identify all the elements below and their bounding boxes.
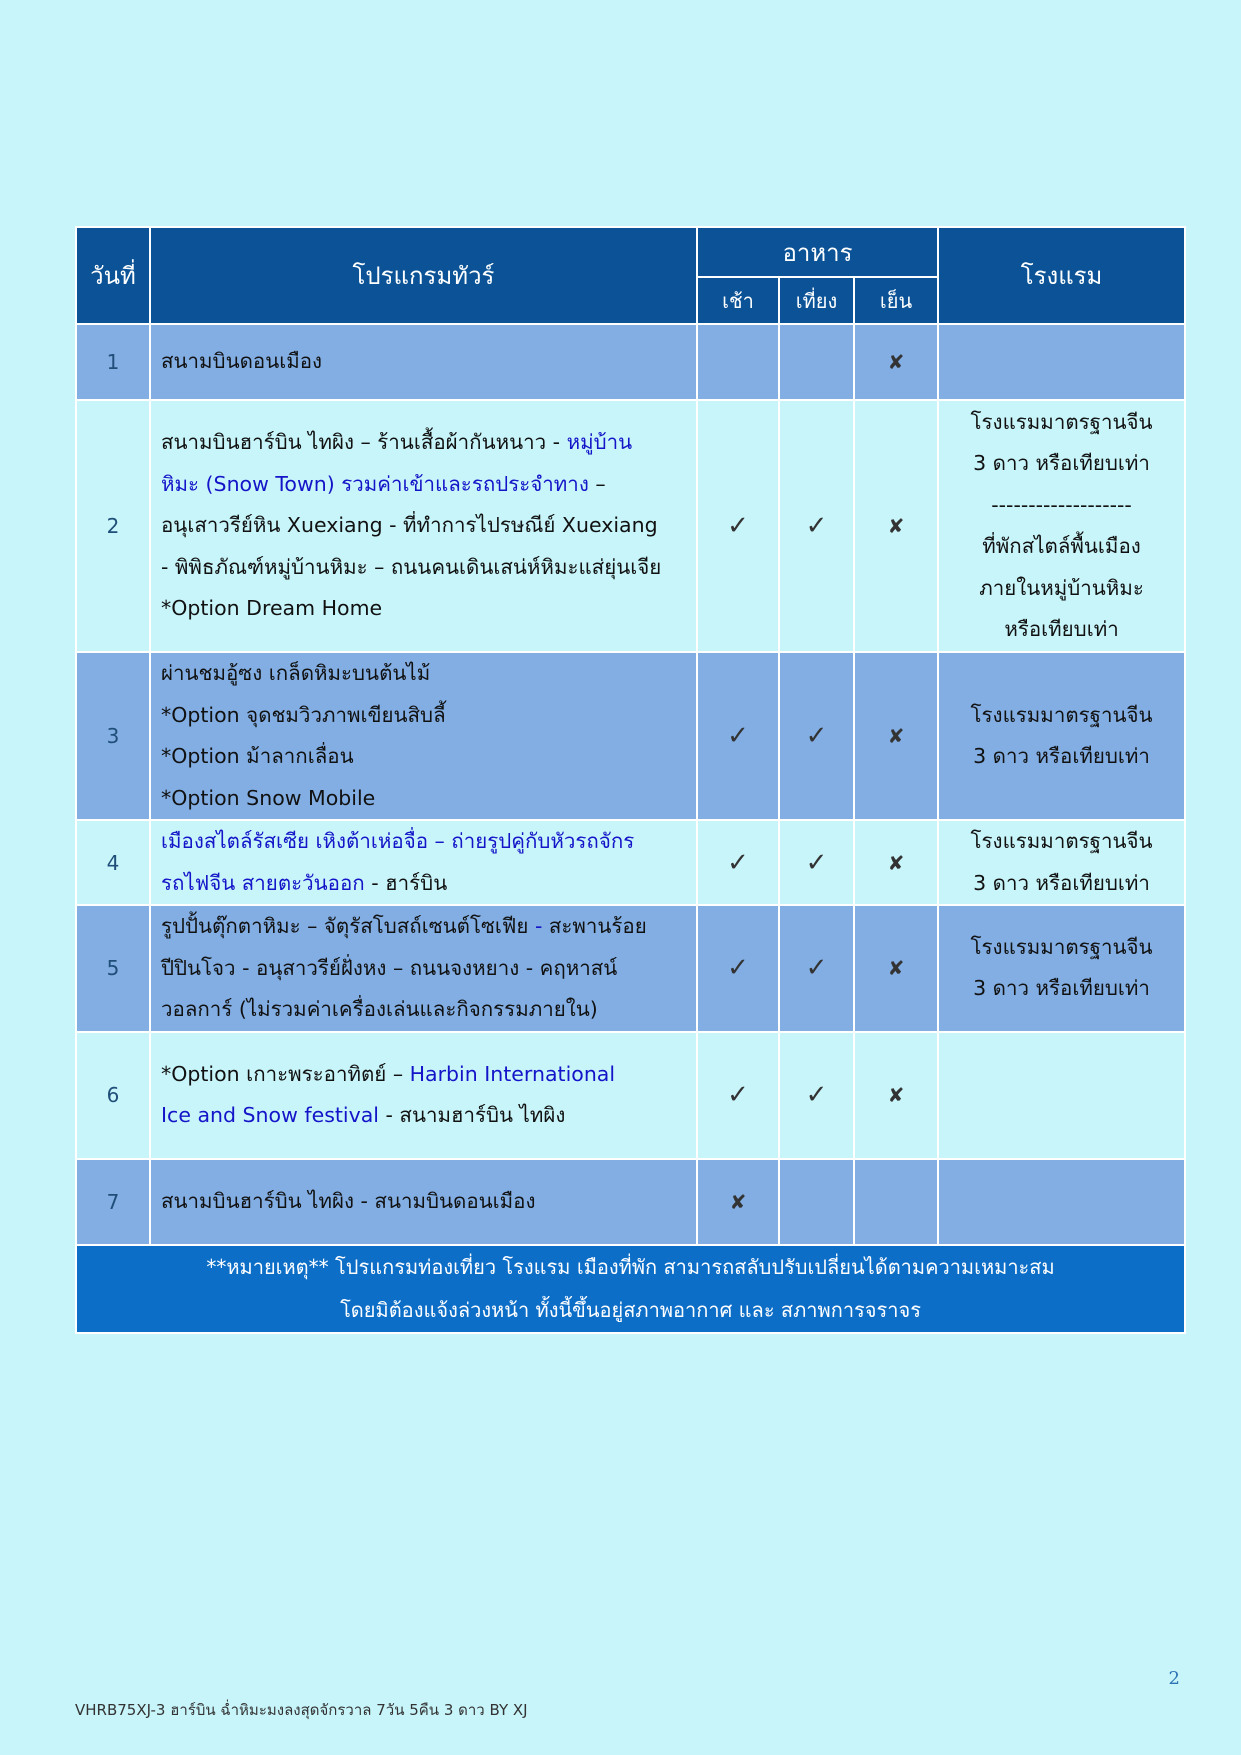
hotel-line: โรงแรมมาตรฐานจีน: [970, 829, 1153, 853]
highlighted-text: Ice and Snow festival: [161, 1103, 379, 1127]
hotel-line: 3 ดาว หรือเทียบเท่า: [973, 870, 1150, 895]
hotel-cell: [938, 324, 1185, 400]
hotel-cell: [938, 400, 1185, 652]
hotel-cell: [938, 1032, 1185, 1159]
program-text: *Option Dream Home: [161, 596, 383, 621]
program-line: [161, 341, 686, 383]
day-cell: 3: [76, 652, 150, 820]
dinner-cross-icon: ✘: [854, 820, 938, 905]
hotel-line: โรงแรมมาตรฐานจีน: [970, 934, 1153, 959]
table-row: [76, 400, 1185, 652]
program-line: [161, 821, 686, 863]
program-cell: [150, 820, 697, 905]
program-cell: [150, 652, 697, 820]
remark-line: **หมายเหตุ** โปรแกรมท่องเที่ยว โรงแรม เมืองที่พัก สามารถสลับปรับเปลี่ยนได้ตามความเหมาะสม: [206, 1254, 1055, 1279]
hotel-line: หรือเทียบเท่า: [1004, 617, 1119, 641]
program-text: ปีปินโจว - อนุสาวรีย์ฝั่งหง – ถนนจงหยาง - คฤหาสน์: [161, 955, 618, 980]
program-line: [161, 1054, 686, 1096]
hotel-line: 3 ดาว หรือเทียบเท่า: [973, 744, 1150, 768]
footer-text: VHRB75XJ-3 ฮาร์บิน ฉ่ำหิมะมงลงสุดจักรวาล 7วัน 5คืน 3 ดาว BY XJ: [75, 1701, 528, 1719]
highlighted-text: Harbin International: [409, 1061, 616, 1086]
program-line: [161, 653, 686, 695]
program-text: สนามบินฮาร์บิน ไทผิง - สนามบินดอนเมือง: [161, 1188, 536, 1213]
lunch-check-icon: ✓: [779, 1032, 854, 1159]
program-line: [161, 948, 686, 990]
dinner-cell: [854, 1159, 938, 1245]
hotel-line: โรงแรมมาตรฐานจีน: [970, 409, 1153, 434]
lunch-check-icon: ✓: [779, 400, 854, 652]
hotel-cell: [938, 905, 1185, 1032]
day-cell: 7: [76, 1159, 150, 1245]
remark-note: [76, 1245, 1185, 1333]
highlighted-text: หิมะ (Snow Town) รวมค่าเข้าและรถประจำทาง: [161, 471, 589, 496]
dinner-cross-icon: ✘: [854, 1032, 938, 1159]
breakfast-cell: [697, 324, 779, 400]
table-body: [76, 324, 1185, 1245]
program-text: อนุเสาวรีย์หิน Xuexiang - ที่ทำการไปรษณีย์ Xuexiang: [161, 513, 658, 538]
hotel-line: ที่พักสไตล์พื้นเมือง: [982, 534, 1141, 558]
program-text: รูปปั้นตุ๊กตาหิมะ – จัตุรัสโบสถ์เซนต์โซเฟีย: [161, 914, 535, 938]
breakfast-check-icon: ✓: [697, 1032, 779, 1159]
program-line: [161, 1095, 686, 1137]
highlighted-text: -: [534, 914, 543, 938]
program-text: สนามบินดอนเมือง: [161, 349, 323, 374]
program-line: [161, 695, 686, 737]
table-header: [76, 227, 1185, 324]
hotel-cell: [938, 1159, 1185, 1245]
program-line: [161, 778, 686, 820]
program-cell: [150, 324, 697, 400]
program-text: *Option จุดชมวิวภาพเขียนสิบลี้: [161, 702, 446, 727]
hotel-cell: [938, 652, 1185, 820]
dinner-cross-icon: ✘: [854, 905, 938, 1032]
lunch-check-icon: ✓: [779, 820, 854, 905]
hotel-line: -------------------: [991, 492, 1132, 517]
program-text: สะพานร้อย: [542, 914, 647, 938]
dinner-cross-icon: ✘: [854, 652, 938, 820]
remark-line: โดยมิต้องแจ้งล่วงหน้า ทั้งนี้ขึ้นอยู่สภาพอากาศ และ สภาพการจราจร: [340, 1297, 921, 1322]
program-line: [161, 989, 686, 1031]
lunch-cell: [779, 324, 854, 400]
table-row: [76, 652, 1185, 820]
header-hotel: โรงแรม: [938, 227, 1185, 324]
lunch-cell: [779, 1159, 854, 1245]
program-text: - พิพิธภัณฑ์หมู่บ้านหิมะ – ถนนคนเดินเสน่ห์หิมะแส่ยุ่นเจีย: [161, 554, 662, 579]
program-line: [161, 863, 686, 905]
program-text: - สนามฮาร์บิน ไทผิง: [379, 1103, 566, 1127]
remark-row: [76, 1245, 1185, 1333]
highlighted-text: เมืองสไตล์รัสเซีย เหิงต้าเห่อจื่อ – ถ่ายรูปคู่กับหัวรถจักร: [161, 829, 635, 853]
hotel-line: 3 ดาว หรือเทียบเท่า: [973, 976, 1150, 1001]
table-row: [76, 324, 1185, 400]
program-line: [161, 505, 686, 547]
program-text: วอลการ์ (ไม่รวมค่าเครื่องเล่นและกิจกรรมภายใน): [161, 997, 598, 1021]
day-cell: 4: [76, 820, 150, 905]
header-meals: อาหาร: [697, 227, 938, 277]
hotel-line: ภายในหมู่บ้านหิมะ: [979, 575, 1144, 600]
page-number: 2: [1168, 1668, 1180, 1689]
program-cell: [150, 1032, 697, 1159]
hotel-cell: [938, 820, 1185, 905]
header-lunch: เที่ยง: [779, 277, 854, 324]
program-text: *Option ม้าลากเลื่อน: [161, 744, 354, 768]
program-text: - ฮาร์บิน: [364, 870, 448, 895]
program-cell: [150, 905, 697, 1032]
breakfast-cross-icon: ✘: [697, 1159, 779, 1245]
table-row: [76, 905, 1185, 1032]
breakfast-check-icon: ✓: [697, 820, 779, 905]
header-dinner: เย็น: [854, 277, 938, 324]
program-text: *Option Snow Mobile: [161, 785, 376, 810]
program-text: ผ่านชมอู้ซง เกล็ดหิมะบนต้นไม้: [161, 661, 431, 685]
day-cell: 6: [76, 1032, 150, 1159]
breakfast-check-icon: ✓: [697, 905, 779, 1032]
program-text: สนามบินฮาร์บิน ไทผิง – ร้านเสื้อผ้ากันหนาว -: [161, 430, 567, 455]
hotel-line: โรงแรมมาตรฐานจีน: [970, 702, 1153, 727]
header-breakfast: เช้า: [697, 277, 779, 324]
lunch-check-icon: ✓: [779, 905, 854, 1032]
program-line: [161, 736, 686, 778]
program-line: [161, 547, 686, 589]
hotel-line: 3 ดาว หรือเทียบเท่า: [973, 451, 1150, 475]
program-line: [161, 464, 686, 506]
dinner-cross-icon: ✘: [854, 324, 938, 400]
header-program: โปรแกรมทัวร์: [150, 227, 697, 324]
breakfast-check-icon: ✓: [697, 400, 779, 652]
lunch-check-icon: ✓: [779, 652, 854, 820]
table-row: [76, 1032, 1185, 1159]
dinner-cross-icon: ✘: [854, 400, 938, 652]
program-line: [161, 588, 686, 630]
day-cell: 5: [76, 905, 150, 1032]
itinerary-table: [75, 226, 1186, 1334]
program-line: [161, 422, 686, 464]
highlighted-text: หมู่บ้าน: [566, 430, 633, 455]
program-text: *Option เกาะพระอาทิตย์ –: [161, 1061, 410, 1086]
day-cell: 1: [76, 324, 150, 400]
table-row: [76, 820, 1185, 905]
program-line: [161, 906, 686, 948]
program-cell: [150, 1159, 697, 1245]
breakfast-check-icon: ✓: [697, 652, 779, 820]
header-day: วันที่: [76, 227, 150, 324]
highlighted-text: รถไฟจีน สายตะวันออก: [161, 870, 365, 895]
program-text: –: [588, 471, 606, 496]
table-row: [76, 1159, 1185, 1245]
day-cell: 2: [76, 400, 150, 652]
program-cell: [150, 400, 697, 652]
program-line: [161, 1181, 686, 1223]
